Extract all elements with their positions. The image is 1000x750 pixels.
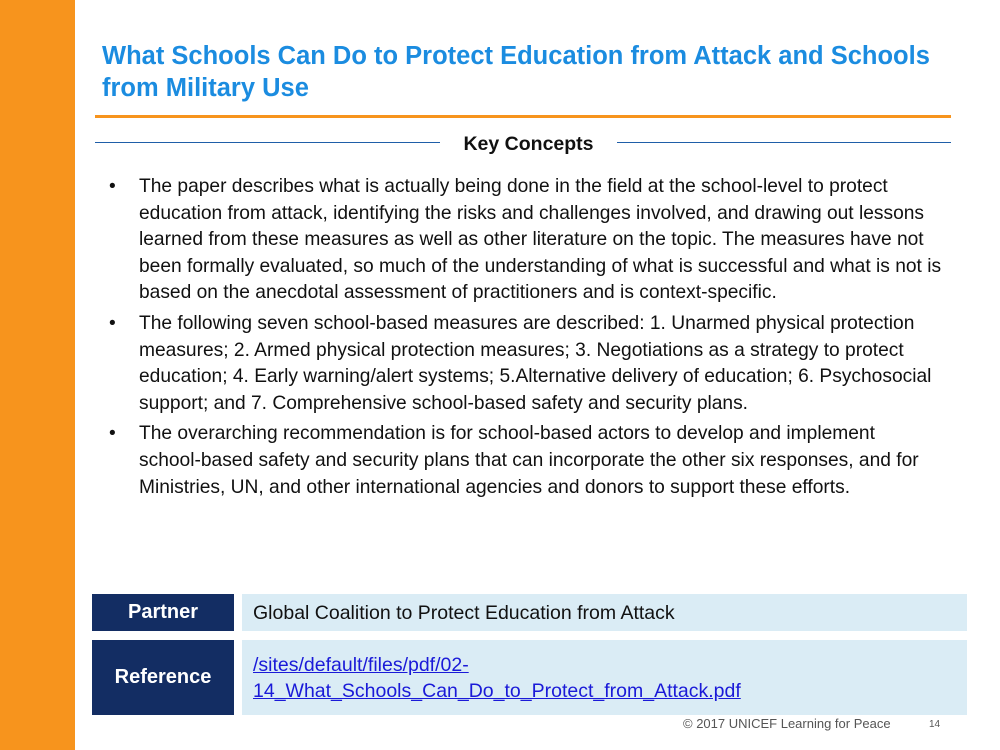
title-divider (95, 115, 951, 118)
page-number: 14 (929, 719, 941, 730)
bullet-item (102, 421, 942, 501)
bullet-text: The paper describes what is actually being done in the field at the school-level to protect education from attack, identifying the risks and challenges involved, and drawing out lessons learned from these measures as well as other literature on the topic. The measures have not been formally evaluated, so much of the understanding of what is successful and what is not is based on the anecdotal assessment of practitioners and is context-specific. (139, 176, 942, 304)
bullet-glyph: • (109, 176, 116, 197)
footer-copyright: © 2017 UNICEF Learning for Peace (683, 716, 891, 731)
section-rule-right (617, 142, 951, 143)
reference-link-line2: 14_What_Schools_Can_Do_to_Protect_from_Attack.pdf (253, 679, 741, 702)
key-concepts-list (102, 174, 942, 505)
reference-value (242, 640, 967, 715)
orange-side-bar (0, 0, 75, 750)
bullet-glyph: • (109, 312, 116, 334)
reference-link-line1: /sites/default/files/pdf/02- (253, 653, 469, 676)
reference-row (92, 640, 967, 715)
section-heading: Key Concepts (463, 133, 594, 155)
bullet-text: The overarching recommendation is for school-based actors to develop and implement school-based safety and security plans that can incorporate the other six responses, and for Ministries, UN, and other international agencies and donors to support these efforts. (139, 423, 919, 498)
reference-label: Reference (92, 640, 234, 715)
bullet-glyph: • (109, 423, 116, 445)
reference-link[interactable] (253, 652, 741, 704)
slide-title: What Schools Can Do to Protect Education from Attack and Schools from Military Use (102, 42, 930, 102)
bullet-item (102, 311, 942, 417)
section-rule-left (95, 142, 440, 143)
partner-value: Global Coalition to Protect Education from Attack (242, 594, 967, 631)
partner-row (92, 594, 967, 631)
bullet-item (102, 174, 942, 307)
partner-label: Partner (92, 594, 234, 631)
bullet-text: The following seven school-based measures are described: 1. Unarmed physical protection measures; 2. Armed physical protection measures; 3. Negotiations as a strategy to protect education; 4. Early warning/alert systems; 5.Alternative delivery of education; 6. Psychosocial support; and 7. Comprehensive school-based safety and security plans. (139, 312, 932, 414)
